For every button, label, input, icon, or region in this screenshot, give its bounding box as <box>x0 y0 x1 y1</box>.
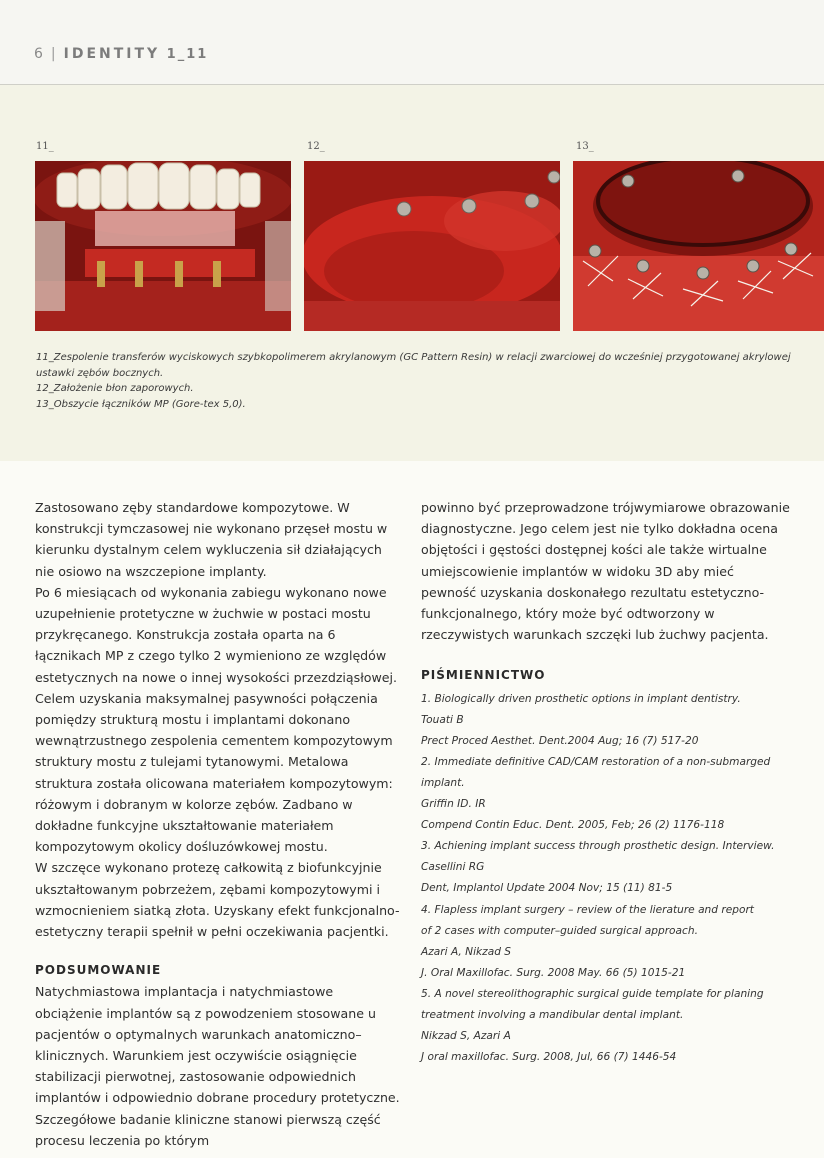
dental-photo-bridge-icon <box>35 161 291 331</box>
left-column <box>35 497 400 1151</box>
page-number: 6 <box>34 46 45 62</box>
header-separator: | <box>50 46 58 62</box>
figure-label-13: 13_ <box>576 141 594 152</box>
reference-line: Compend Contin Educ. Dent. 2005, Feb; 26 (2) 1176-118 <box>421 819 725 832</box>
reference-line: Nikzad S, Azari A <box>421 1030 511 1043</box>
magazine-title: IDENTITY <box>63 46 161 62</box>
figure-label-12: 12_ <box>307 141 325 152</box>
dental-photo-membranes-icon <box>304 161 560 331</box>
page-header <box>0 0 824 85</box>
reference-line: 1. Biologically driven prosthetic options in implant dentistry. <box>421 692 741 705</box>
right-column <box>421 497 793 1068</box>
reference-line: implant. <box>421 777 465 789</box>
caption-line: 13_Obszycie łączników MP (Gore-tex 5,0). <box>36 398 246 410</box>
reference-line: 5. A novel stereolithographic surgical guide template for planing <box>421 987 764 1000</box>
references-list <box>421 689 793 1069</box>
reference-line: 2. Immediate definitive CAD/CAM restoration of a non-submarged <box>421 755 771 768</box>
references-heading: PIŚMIENNICTWO <box>421 668 546 683</box>
caption-line: ustawki zębów bocznych. <box>36 367 164 379</box>
reference-line: Casellini RG <box>421 861 485 874</box>
reference-line: 4. Flapless implant surgery – review of the lierature and report <box>421 903 754 916</box>
reference-line: Griffin ID. IR <box>421 798 486 811</box>
reference-line: of 2 cases with computer–guided surgical approach. <box>421 924 698 937</box>
body-paragraph: Po 6 miesiącach od wykonania zabiegu wykonano nowe uzupełnienie protetyczne w żuchwie w postaci mostu przykręcanego. Konstrukcja została oparta na 6 łącznikach MP z czego tylko 2 wymieniono ze względów estetycznych na nowe o innej wysokości przezdziąsłowej. Celem uzyskania maksymalnej pasywności połączenia pomiędzy strukturą mostu i implantami dokonano wewnątrzustnego zespolenia cementem kompozytowym struktury mostu z tulejami tytanowymi. Metalowa struktura została olicowana materiałem kompozytowym: różowym i dobranym w kolorze zębów. Zadbano w dokładne funkcyjne ukształtowanie materiałem kompozytowym okolicy dośluzówkowej mostu. <box>35 584 398 855</box>
summary-heading: PODSUMOWANIE <box>35 963 162 978</box>
body-paragraph: Zastosowano zęby standardowe kompozytowe. W konstrukcji tymczasowej nie wykonano przęseł mostu w kierunku dystalnym celem wykluczenia sił działających nie osiowo na wszczepione implanty. <box>35 500 388 579</box>
reference-line: Dent, Implantol Update 2004 Nov; 15 (11) 81-5 <box>421 882 673 895</box>
issue-number: 1_11 <box>166 47 209 62</box>
figure-label-11: 11_ <box>36 141 54 152</box>
body-paragraph: W szczęce wykonano protezę całkowitą z biofunkcyjnie ukształtowanym pobrzeżem, zębami kompozytowymi i wzmocnieniem siatką złota. Uzyskany efekt funkcjonalno-estetyczny terapii spełnił w pełni oczekiwania pacjentki. <box>35 860 400 940</box>
summary-paragraph: Natychmiastowa implantacja i natychmiastowe obciążenie implantów są z powodzeniem stosowane u pacjentów o optymalnych warunkach anatomiczno–klinicznych. Warunkiem jest oczywiście osiągnięcie stabilizacji pierwotnej, zastosowanie odpowiednich implantów i odpowiednio dobrane procedury protetyczne. Szczegółowe badanie kliniczne stanowi pierwszą część procesu leczenia po którym <box>35 984 400 1148</box>
body-paragraph: powinno być przeprowadzone trójwymiarowe obrazowanie diagnostyczne. Jego celem jest nie tylko dokładna ocena objętości i gęstości dostępnej kości ale także wirtualne umiejscowienie implantów w widoku 3D aby mieć pewność uzyskania doskonałego rezultatu estetyczno-funkcjonalnego, który może być odtworzony w rzeczywistych warunkach szczęki lub żuchwy pacjenta. <box>421 500 790 643</box>
reference-line: Touati B <box>421 713 464 726</box>
caption-line: 12_Założenie błon zaporowych. <box>36 383 194 394</box>
figure-captions <box>36 350 796 412</box>
reference-line: 3. Achiening implant success through prosthetic design. Interview. <box>421 840 775 853</box>
reference-line: treatment involving a mandibular dental implant. <box>421 1009 684 1022</box>
reference-line: J. Oral Maxillofac. Surg. 2008 May. 66 (5) 1015-21 <box>421 966 686 979</box>
reference-line: J oral maxillofac. Surg. 2008, Jul, 66 (7) 1446-54 <box>421 1051 677 1064</box>
reference-line: Azari A, Nikzad S <box>421 945 512 958</box>
dental-photo-sutures-icon <box>573 161 824 331</box>
reference-line: Prect Proced Aesthet. Dent.2004 Aug; 16 (7) 517-20 <box>421 734 699 747</box>
running-head <box>34 46 208 62</box>
caption-line: 11_Zespolenie transferów wyciskowych szybkopolimerem akrylanowym (GC Pattern Resin) w relacji zwarciowej do wcześniej przygotowanej akrylowej <box>36 352 791 363</box>
